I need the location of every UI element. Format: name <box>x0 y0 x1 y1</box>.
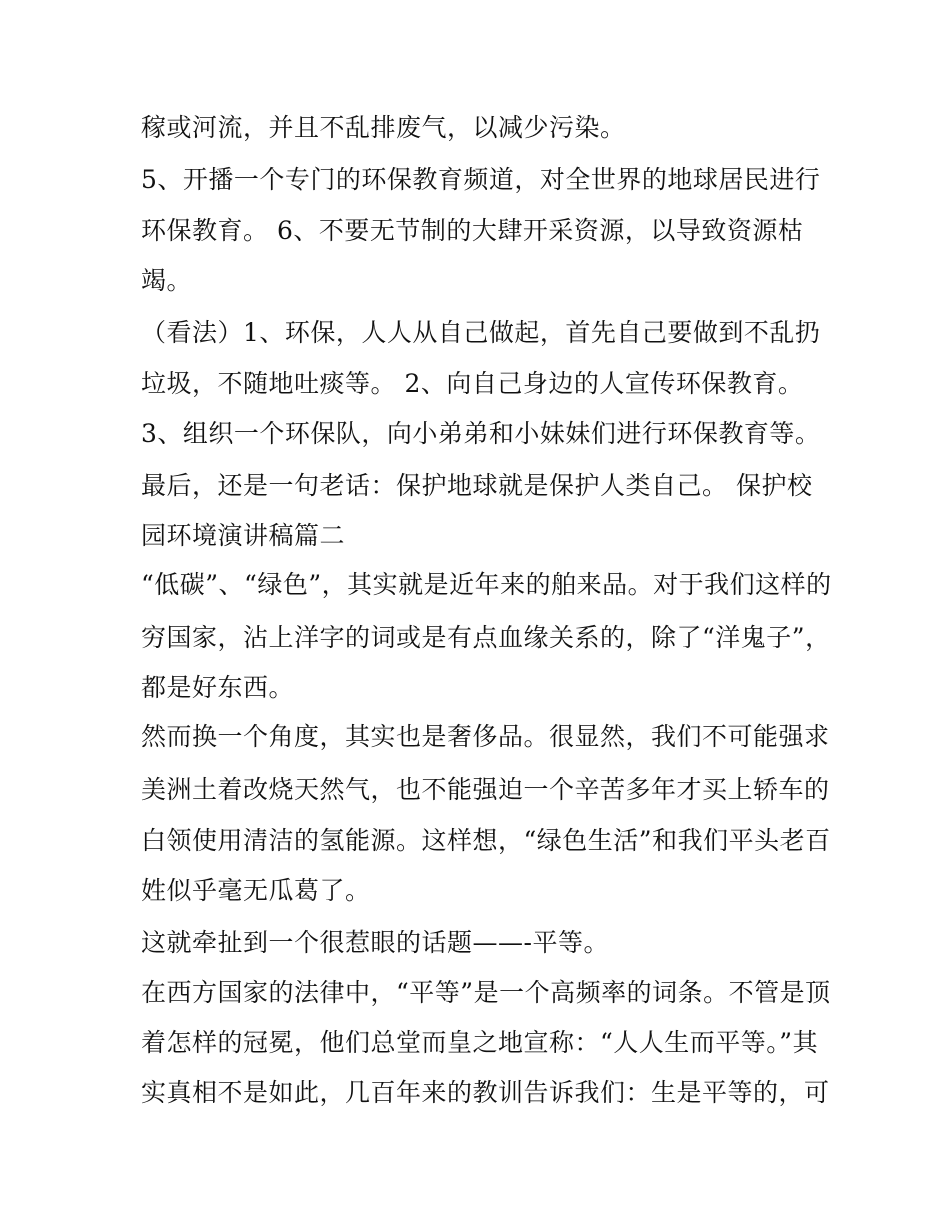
text-line: 都是好东西。 <box>141 673 295 702</box>
text-line: 然而换一个角度，其实也是奢侈品。很显然，我们不可能强求 <box>141 722 830 751</box>
text-line: 竭。 <box>141 266 193 295</box>
text-line: 这就牵扯到一个很惹眼的话题——-平等。 <box>141 928 609 957</box>
text-line: 实真相不是如此，几百年来的教训告诉我们：生是平等的，可 <box>141 1078 830 1107</box>
text-line: 最后，还是一句老话：保护地球就是保护人类自己。 保护校 <box>141 471 813 500</box>
text-line: “低碳”、“绿色”，其实就是近年来的舶来品。对于我们这样的 <box>141 570 832 599</box>
text-line: 白领使用清洁的氢能源。这样想，“绿色生活”和我们平头老百 <box>141 826 831 855</box>
text-line: 姓似乎毫无瓜葛了。 <box>141 876 371 905</box>
text-line: 5、开播一个专门的环保教育频道，对全世界的地球居民进行 <box>141 165 821 194</box>
text-line: 3、组织一个环保队，向小弟弟和小妹妹们进行环保教育等。 <box>141 419 821 448</box>
text-line: 着怎样的冠冕，他们总堂而皇之地宣称：“人人生而平等。”其 <box>141 1028 819 1057</box>
text-line: 美洲土着改烧天然气，也不能强迫一个辛苦多年才买上轿车的 <box>141 775 830 804</box>
text-line: （看法）1、环保，人人从自己做起，首先自己要做到不乱扔 <box>141 318 821 347</box>
text-line: 环保教育。 6、不要无节制的大肆开采资源，以导致资源枯 <box>141 216 804 245</box>
text-line: 稼或河流，并且不乱排废气，以减少污染。 <box>141 113 626 142</box>
section-heading: 园环境演讲稿篇二 <box>141 521 346 550</box>
text-line: 穷国家，沾上洋字的词或是有点血缘关系的，除了“洋鬼子”， <box>141 623 831 652</box>
text-line: 垃圾，不随地吐痰等。 2、向自己身边的人宣传环保教育。 <box>141 369 804 398</box>
text-line: 在西方国家的法律中，“平等”是一个高频率的词条。不管是顶 <box>141 978 831 1007</box>
